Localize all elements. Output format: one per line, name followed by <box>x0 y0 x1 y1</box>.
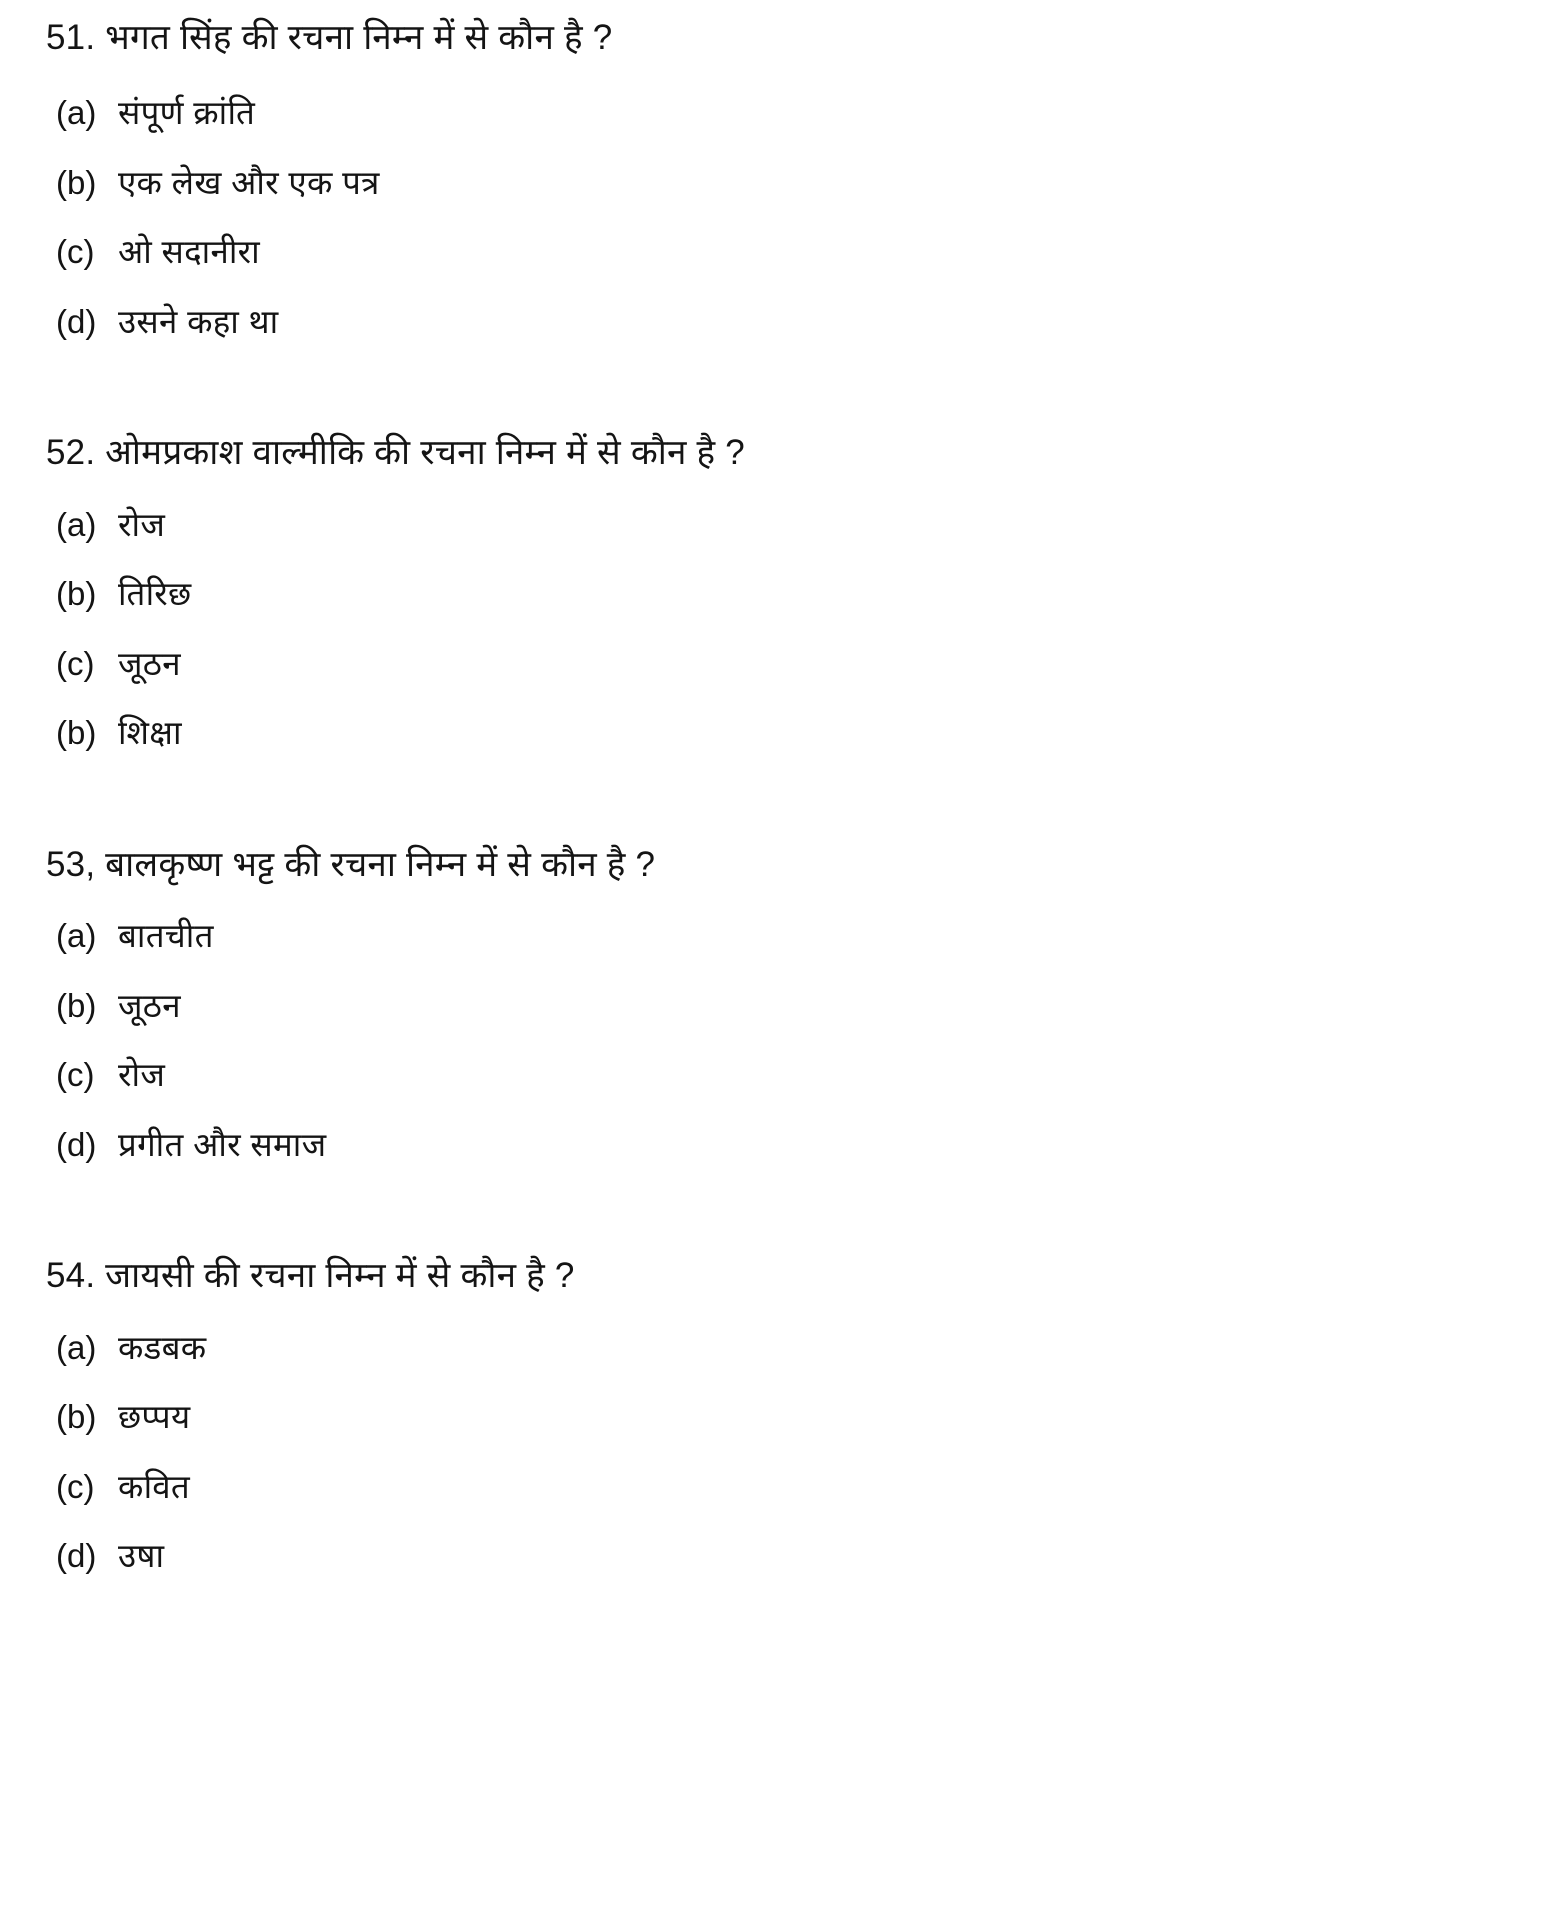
question-text: 51. भगत सिंह की रचना निम्न में से कौन है ? <box>46 18 613 57</box>
list-item[interactable] <box>46 1465 1487 1509</box>
option-list <box>46 503 1487 755</box>
option-text: कवित <box>118 1467 190 1505</box>
question-text: 54. जायसी की रचना निम्न में से कौन है ? <box>46 1256 575 1296</box>
option-label: (a) <box>56 1328 97 1366</box>
option-text: जूठन <box>118 644 181 682</box>
list-item[interactable] <box>46 572 1487 616</box>
list-item[interactable] <box>46 1395 1487 1439</box>
question-block-53 <box>46 841 1487 1166</box>
option-label: (c) <box>56 233 95 271</box>
list-item[interactable] <box>46 503 1487 547</box>
option-label: (b) <box>56 575 97 613</box>
option-label: (d) <box>56 1125 97 1163</box>
option-label: (c) <box>56 1056 95 1094</box>
option-text: रोज <box>118 505 166 543</box>
option-label: (a) <box>56 505 97 543</box>
option-label: (c) <box>56 644 95 682</box>
question-text: 53, बालकृष्ण भट्ट की रचना निम्न में से कौन है ? <box>46 844 656 884</box>
option-label: (b) <box>56 714 97 752</box>
option-text: तिरिछ <box>118 575 192 613</box>
list-item[interactable] <box>46 914 1487 958</box>
option-label: (a) <box>56 94 97 132</box>
option-list <box>46 914 1487 1166</box>
question-block-51 <box>46 14 1487 343</box>
option-text: बातचीत <box>118 917 214 955</box>
list-item[interactable] <box>46 984 1487 1028</box>
option-label: (d) <box>56 1537 97 1575</box>
question-block-52 <box>46 429 1487 754</box>
option-text: ओ सदानीरा <box>118 233 261 271</box>
list-item[interactable] <box>46 91 1487 135</box>
list-item[interactable] <box>46 1053 1487 1097</box>
option-list <box>46 91 1487 343</box>
option-text: उषा <box>118 1537 165 1575</box>
option-label: (b) <box>56 986 97 1024</box>
option-label: (a) <box>56 917 97 955</box>
list-item[interactable] <box>46 642 1487 686</box>
option-text: रोज <box>118 1056 166 1094</box>
option-text: छप्पय <box>118 1398 191 1436</box>
option-label: (d) <box>56 302 97 340</box>
option-text: उसने कहा था <box>118 302 279 340</box>
list-item[interactable] <box>46 300 1487 344</box>
option-text: कडबक <box>118 1328 207 1366</box>
list-item[interactable] <box>46 1326 1487 1370</box>
option-label: (b) <box>56 163 97 201</box>
option-text: जूठन <box>118 986 181 1024</box>
list-item[interactable] <box>46 711 1487 755</box>
option-text: प्रगीत और समाज <box>118 1125 327 1163</box>
question-block-54 <box>46 1252 1487 1577</box>
option-text: शिक्षा <box>118 714 182 752</box>
option-label: (c) <box>56 1467 95 1505</box>
list-item[interactable] <box>46 1123 1487 1167</box>
option-list <box>46 1326 1487 1578</box>
option-label: (b) <box>56 1398 97 1436</box>
list-item[interactable] <box>46 230 1487 274</box>
question-text: 52. ओमप्रकाश वाल्मीकि की रचना निम्न में से कौन है ? <box>46 433 745 473</box>
list-item[interactable] <box>46 161 1487 205</box>
option-text: संपूर्ण क्रांति <box>118 94 256 132</box>
option-text: एक लेख और एक पत्र <box>118 163 380 201</box>
list-item[interactable] <box>46 1534 1487 1578</box>
